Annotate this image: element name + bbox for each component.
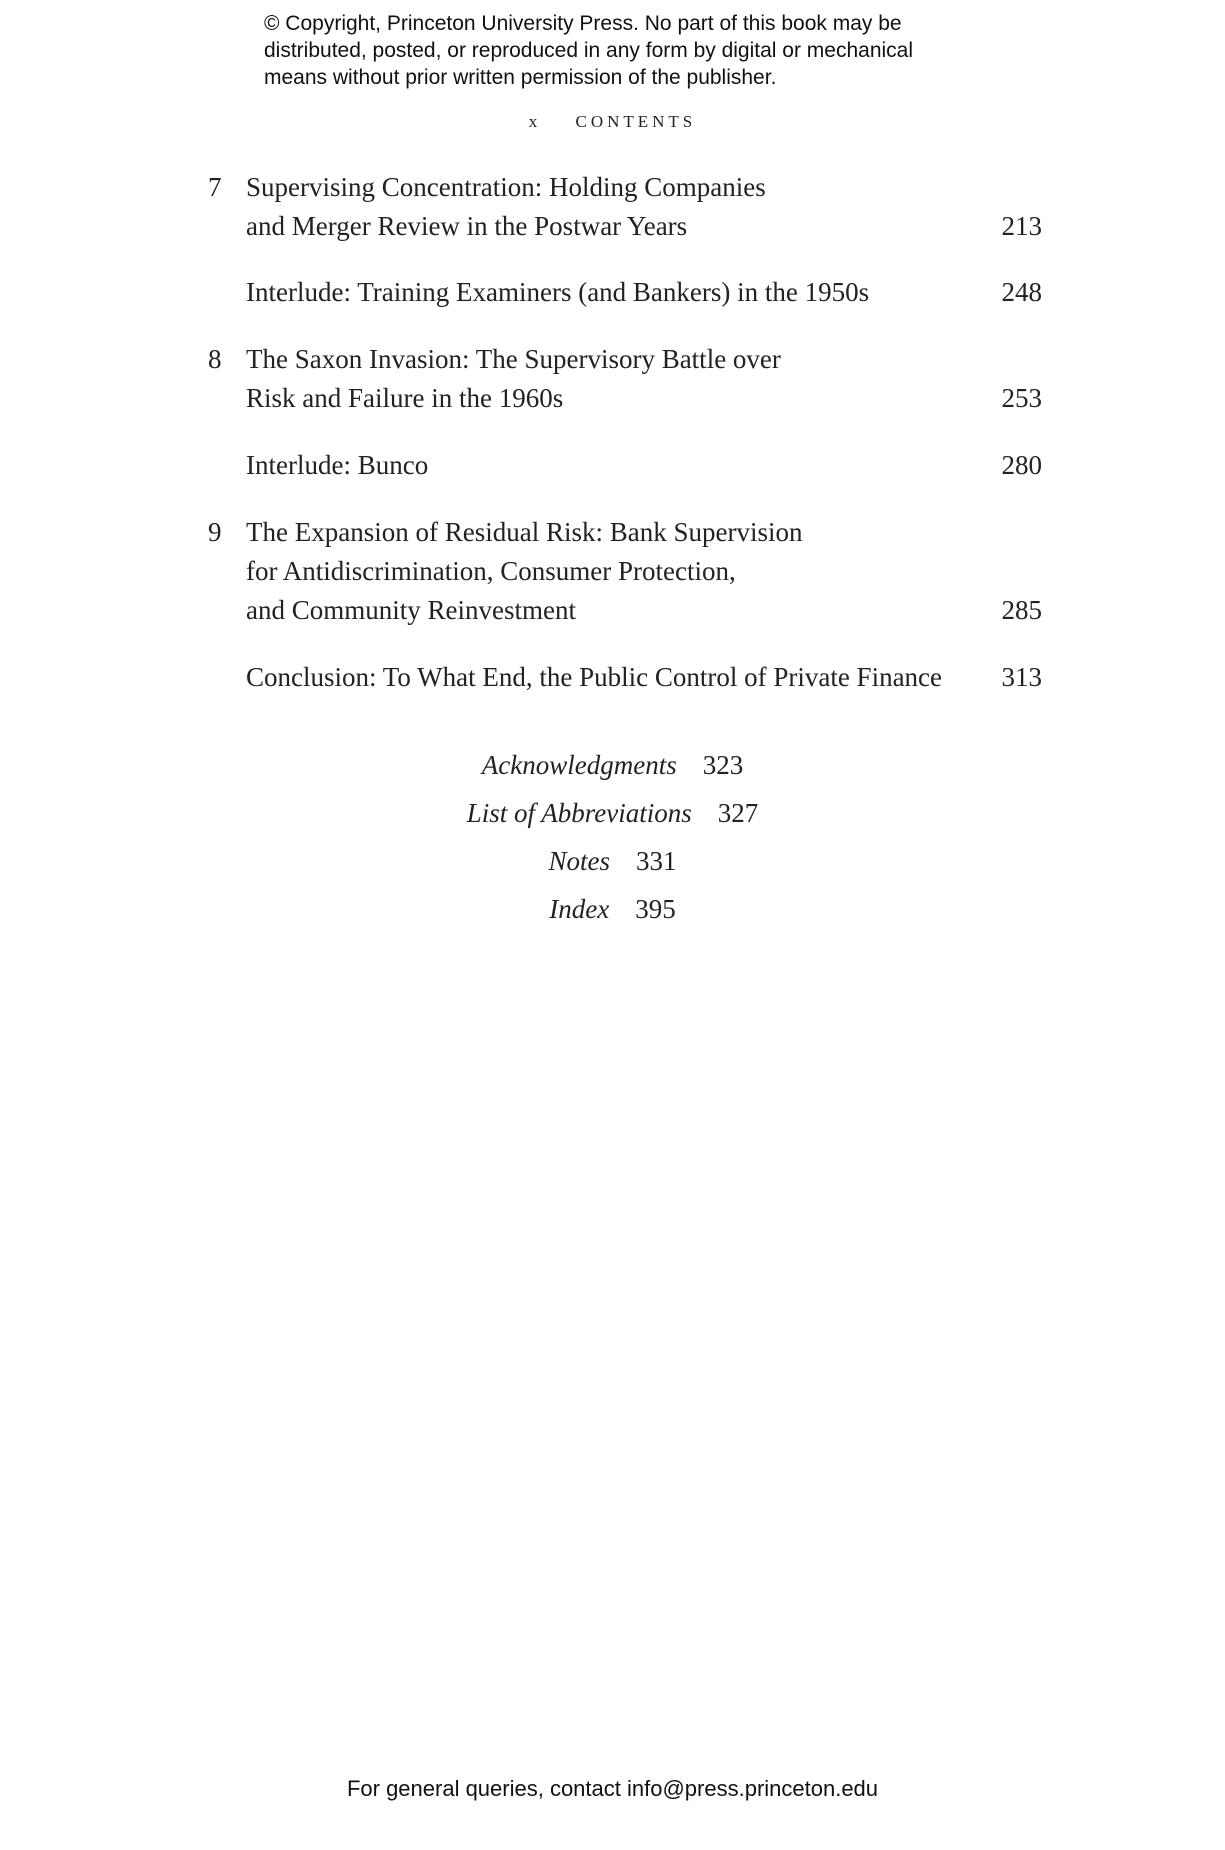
backmatter-acknowledgments[interactable] <box>0 746 1225 784</box>
running-head <box>0 112 1225 132</box>
copyright-line: © Copyright, Princeton University Press. No part of this book may be <box>264 12 902 35</box>
page-number: 213 <box>1001 211 1042 241</box>
page-number: 395 <box>635 894 676 924</box>
title-line: for Antidiscrimination, Consumer Protection, <box>246 556 736 586</box>
backmatter-title: Index <box>549 894 610 924</box>
running-head-title: CONTENTS <box>575 112 697 131</box>
chapter-number: 7 <box>208 172 222 202</box>
chapter-title <box>246 273 869 312</box>
page-number: 323 <box>702 750 744 780</box>
page-folio: x <box>528 112 542 131</box>
title-line: Conclusion: To What End, the Public Control of Private Finance <box>246 662 943 692</box>
backmatter-title: Notes <box>548 846 610 876</box>
title-line: The Saxon Invasion: The Supervisory Battle over <box>246 344 781 374</box>
title-line: Supervising Concentration: Holding Companies <box>246 172 766 202</box>
page-number: 327 <box>717 798 759 828</box>
chapter-number: 8 <box>208 344 222 374</box>
chapter-title <box>246 446 428 485</box>
chapter-title <box>246 658 942 697</box>
page-number: 285 <box>1001 595 1042 625</box>
page-number: 313 <box>1001 662 1042 692</box>
copyright-line: means without prior written permission of the publisher. <box>264 66 777 89</box>
page-number: 280 <box>1001 450 1042 480</box>
title-line: Risk and Failure in the 1960s <box>246 383 564 413</box>
chapter-title <box>246 513 802 630</box>
backmatter-index[interactable] <box>0 890 1225 928</box>
page-number: 253 <box>1001 383 1042 413</box>
title-line: and Merger Review in the Postwar Years <box>246 211 688 241</box>
copyright-notice <box>264 10 984 91</box>
chapter-number: 9 <box>208 517 222 547</box>
title-line: The Expansion of Residual Risk: Bank Supervision <box>246 517 803 547</box>
copyright-line: distributed, posted, or reproduced in any form by digital or mechanical <box>264 39 914 62</box>
footer-contact: For general queries, contact info@press.princeton.edu <box>346 1776 879 1801</box>
chapter-title <box>246 340 781 418</box>
backmatter-title: List of Abbreviations <box>466 798 692 828</box>
title-line: Interlude: Bunco <box>246 450 429 480</box>
page-number: 248 <box>1001 277 1042 307</box>
page-number: 331 <box>636 846 677 876</box>
backmatter-notes[interactable] <box>0 842 1225 880</box>
backmatter-abbreviations[interactable] <box>0 794 1225 832</box>
chapter-title <box>246 168 766 246</box>
backmatter-title: Acknowledgments <box>481 750 677 780</box>
title-line: and Community Reinvestment <box>246 595 576 625</box>
title-line: Interlude: Training Examiners (and Bankers) in the 1950s <box>246 277 870 307</box>
